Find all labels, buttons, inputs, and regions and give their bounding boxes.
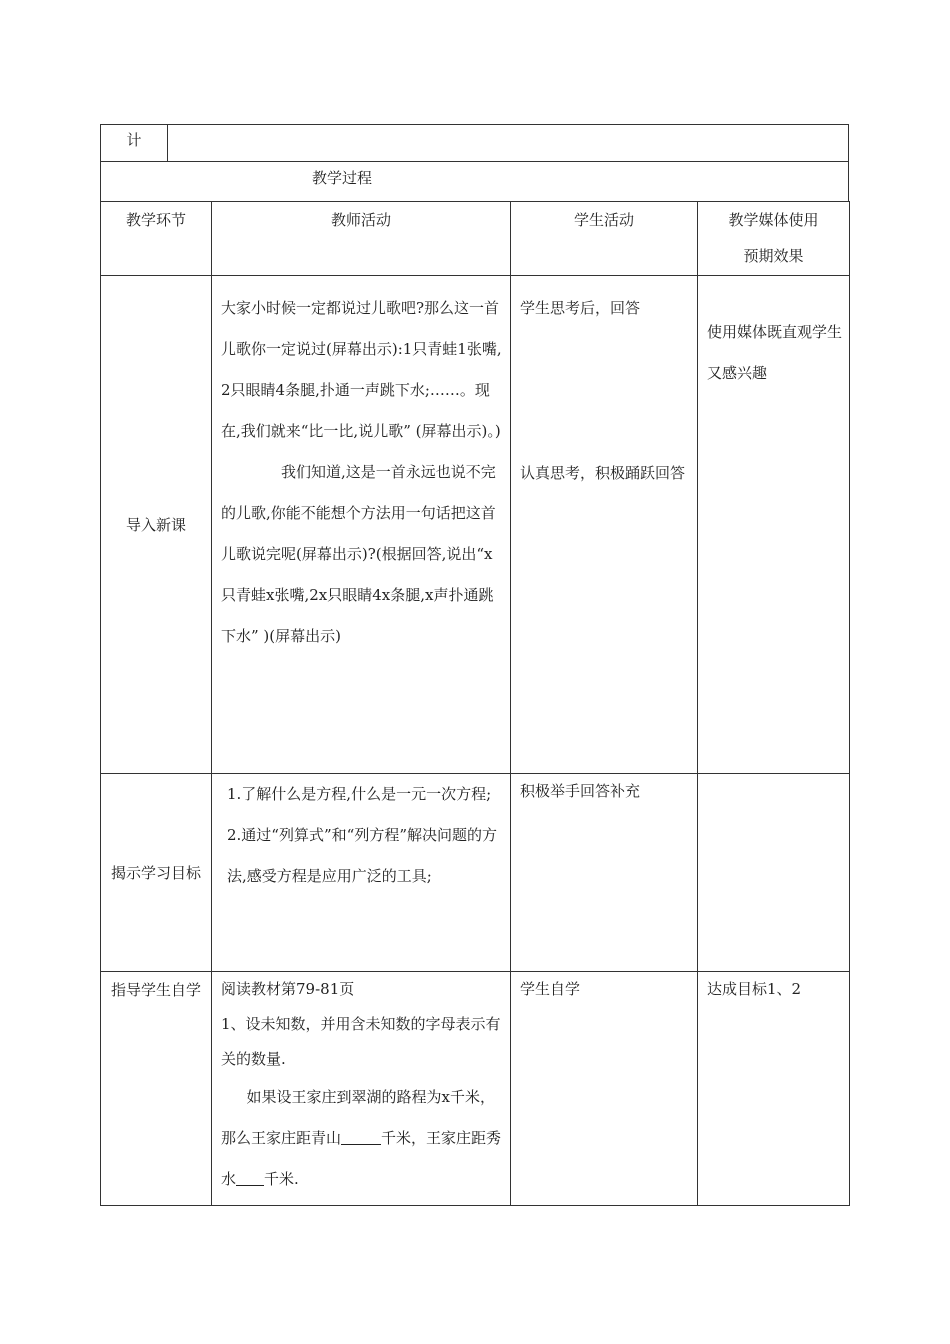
section-title: 教学过程: [312, 169, 373, 187]
design-row: [100, 124, 849, 162]
student-cell: [511, 774, 698, 972]
student-activity: 积极举手回答补充: [520, 782, 641, 800]
teacher-paragraph: 我们知道,这是一首永远也说不完的儿歌,你能不能想个方法用一句话把这首儿歌说完呢(屏幕出示)?(根据回答,说出“x只青蛙x张嘴,2x只眼睛4x条腿,x声扑通跳下水” )(屏幕出示): [221, 463, 496, 645]
teacher-paragraph: 大家小时候一定都说过儿歌吧?那么这一首儿歌你一定说过(屏幕出示):1只青蛙1张嘴,2只眼睛4条腿,扑通一声跳下水;……。现在,我们就来“比一比,说儿歌” (屏幕出示)。): [221, 299, 502, 440]
stage-cell: 导入新课: [101, 276, 212, 774]
media-cell: [698, 972, 850, 1206]
media-effect: 达成目标1、2: [707, 980, 802, 998]
question-text: 如果设王家庄到翠湖的路程为x千米，那么王家庄距青山: [221, 1088, 495, 1147]
teacher-cell: [212, 774, 511, 972]
student-activity: 学生自学: [520, 980, 581, 998]
header-row: [101, 202, 850, 276]
student-cell: [511, 972, 698, 1206]
header-media-line1: 教学媒体使用: [728, 211, 819, 229]
stage-cell: 揭示学习目标: [101, 774, 212, 972]
teacher-paragraph: [221, 1077, 504, 1200]
table-row: [101, 774, 850, 972]
table-row: [101, 972, 850, 1206]
media-cell: [698, 276, 850, 774]
question-text: 千米，王家庄距秀水: [221, 1129, 502, 1188]
teacher-paragraph: 1.了解什么是方程,什么是一元一次方程;: [227, 785, 492, 803]
header-stage: 教学环节: [101, 202, 212, 276]
teacher-cell: [212, 972, 511, 1206]
stage-cell: [101, 972, 212, 1206]
answer-blank[interactable]: [341, 1129, 381, 1145]
teacher-cell: [212, 276, 511, 774]
header-media-line2: 预期效果: [743, 247, 804, 265]
stage-label: 指导学生自学: [111, 981, 202, 999]
teacher-paragraph: 阅读教材第79-81页: [221, 980, 355, 998]
design-label: 计: [101, 125, 168, 161]
student-activity: 认真思考，积极踊跃回答: [520, 464, 686, 482]
student-cell: [511, 276, 698, 774]
student-activity: 学生思考后，回答: [520, 299, 641, 317]
table-row: [101, 276, 850, 774]
media-cell: [698, 774, 850, 972]
header-teacher: 教师活动: [212, 202, 511, 276]
answer-blank[interactable]: [236, 1170, 264, 1186]
lesson-table: [100, 201, 850, 1206]
question-text: 千米.: [264, 1170, 299, 1188]
teacher-paragraph: 2.通过“列算式”和“列方程”解决问题的方法,感受方程是应用广泛的工具;: [227, 826, 497, 885]
header-student: 学生活动: [511, 202, 698, 276]
section-title-row: [100, 161, 849, 202]
teacher-paragraph: 1、设未知数，并用含未知数的字母表示有关的数量.: [221, 1015, 501, 1068]
media-effect: 使用媒体既直观学生又感兴趣: [707, 323, 843, 382]
header-media: [698, 202, 850, 276]
